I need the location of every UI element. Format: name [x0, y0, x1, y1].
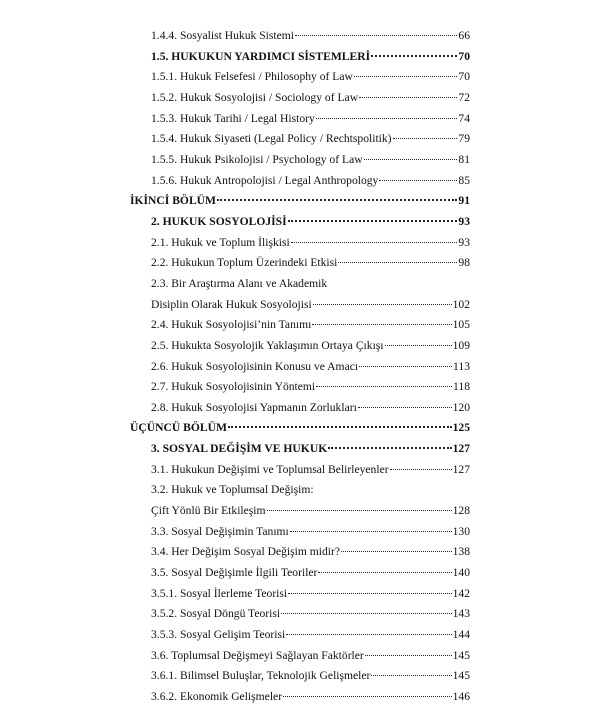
toc-page-number: 144	[452, 628, 470, 642]
toc-page-number: 105	[452, 318, 470, 332]
dot-leader	[359, 97, 457, 98]
toc-entry-title: 2.6. Hukuk Sosyolojisinin Konusu ve Amacı	[151, 359, 359, 373]
toc-entry-title: 1.5.1. Hukuk Felsefesi / Philosophy of Law	[151, 70, 353, 84]
toc-page-number: 125	[452, 421, 470, 435]
toc-entry	[130, 666, 470, 687]
toc-entry	[130, 584, 470, 605]
toc-entry-title: 2.2. Hukukun Toplum Üzerindeki Etkisi	[151, 256, 338, 270]
toc-entry	[130, 398, 470, 419]
toc-page-number: 102	[452, 297, 470, 311]
toc-entry	[130, 67, 470, 88]
dot-leader	[286, 634, 451, 635]
toc-entry	[130, 377, 470, 398]
toc-entry-title: 3.5.1. Sosyal İlerleme Teorisi	[151, 586, 288, 600]
dot-leader	[371, 55, 457, 57]
toc-entry-title: 1.5.2. Hukuk Sosyolojisi / Sociology of Law	[151, 90, 359, 104]
toc-entry-title: Çift Yönlü Bir Etkileşim	[151, 504, 266, 518]
toc-page-number: 130	[452, 524, 470, 538]
toc-entry-title: 2. HUKUK SOSYOLOJİSİ	[151, 214, 287, 228]
toc-entry	[130, 253, 470, 274]
toc-entry-title: 3. SOSYAL DEĞİŞİM VE HUKUK	[151, 442, 328, 456]
dot-leader	[358, 407, 452, 408]
toc-page-number: 145	[452, 669, 470, 683]
dot-leader	[290, 531, 452, 532]
toc-page-number: 143	[452, 607, 470, 621]
toc-page-number: 93	[458, 235, 470, 249]
toc-page-number: 70	[458, 70, 470, 84]
toc-page-number: 85	[458, 173, 470, 187]
toc-entry	[130, 129, 470, 150]
toc-entry-title: 1.5.3. Hukuk Tarihi / Legal History	[151, 111, 315, 125]
dot-leader	[313, 304, 452, 305]
dot-leader	[354, 76, 457, 77]
toc-entry-title: 1.5.6. Hukuk Antropolojisi / Legal Anthropology	[151, 173, 379, 187]
toc-entry	[130, 563, 470, 584]
toc-entry	[130, 460, 470, 481]
toc-entry	[130, 274, 470, 295]
toc-page-number: 118	[453, 380, 470, 394]
toc-chapter-entry	[130, 212, 470, 233]
toc-entry-title: 3.3. Sosyal Değişimin Tanımı	[151, 524, 289, 538]
toc-chapter-entry	[130, 47, 470, 68]
dot-leader	[316, 386, 452, 387]
toc-entry-title: 3.6. Toplumsal Değişmeyi Sağlayan Faktörler	[151, 648, 364, 662]
toc-page-number: 142	[452, 586, 470, 600]
dot-leader	[281, 613, 452, 614]
toc-entry	[130, 687, 470, 708]
toc-page-number: 127	[452, 442, 470, 456]
toc-entry	[130, 542, 470, 563]
dot-leader	[316, 118, 458, 119]
toc-page-number: 98	[458, 256, 470, 270]
toc-entry	[130, 604, 470, 625]
table-of-contents	[130, 26, 470, 708]
dot-leader	[288, 220, 458, 222]
toc-page-number: 140	[452, 566, 470, 580]
toc-page-number: 146	[452, 690, 470, 703]
dot-leader	[379, 180, 457, 181]
toc-part-heading	[130, 418, 470, 439]
dot-leader	[267, 510, 452, 511]
toc-chapter-entry	[130, 439, 470, 460]
toc-entry-title: 1.4.4. Sosyalist Hukuk Sistemi	[151, 29, 295, 42]
toc-page-number: 127	[452, 462, 470, 476]
toc-entry	[130, 88, 470, 109]
toc-page-number: 145	[452, 648, 470, 662]
dot-leader	[318, 572, 451, 573]
toc-entry-title: 3.5.2. Sosyal Döngü Teorisi	[151, 607, 281, 621]
toc-entry	[130, 646, 470, 667]
dot-leader	[228, 426, 452, 428]
toc-entry	[130, 501, 470, 522]
toc-page-number: 72	[458, 90, 470, 104]
toc-entry	[130, 336, 470, 357]
dot-leader	[341, 551, 452, 552]
toc-entry-title: 3.1. Hukukun Değişimi ve Toplumsal Belirleyenler	[151, 462, 389, 476]
dot-leader	[217, 199, 457, 201]
toc-entry-title: 3.5. Sosyal Değişimle İlgili Teoriler	[151, 566, 318, 580]
toc-page-number: 66	[458, 29, 470, 42]
toc-entry	[130, 295, 470, 316]
toc-entry-title: 1.5. HUKUKUN YARDIMCI SİSTEMLERİ	[151, 49, 371, 63]
toc-entry	[130, 480, 470, 501]
toc-entry-title: 2.1. Hukuk ve Toplum İlişkisi	[151, 235, 290, 249]
toc-page-number: 70	[458, 49, 470, 63]
dot-leader	[283, 696, 452, 697]
toc-entry-title: 3.4. Her Değişim Sosyal Değişim midir?	[151, 545, 341, 559]
toc-entry-title: 2.8. Hukuk Sosyolojisi Yapmanın Zorlukları	[151, 400, 357, 414]
toc-page-number: 81	[458, 152, 470, 166]
dot-leader	[390, 469, 452, 470]
dot-leader	[291, 242, 458, 243]
toc-entry	[130, 357, 470, 378]
toc-entry-title: 2.5. Hukukta Sosyolojik Yaklaşımın Ortaya Çıkışı	[151, 338, 384, 352]
toc-entry	[130, 26, 470, 47]
dot-leader	[365, 655, 452, 656]
toc-page-number: 138	[452, 545, 470, 559]
toc-entry-title: 2.3. Bir Araştırma Alanı ve Akademik	[151, 276, 328, 290]
toc-page-number: 74	[458, 111, 470, 125]
dot-leader	[328, 447, 451, 449]
toc-entry	[130, 171, 470, 192]
toc-entry	[130, 233, 470, 254]
toc-page-number: 109	[452, 338, 470, 352]
toc-page-number: 91	[458, 194, 470, 208]
toc-entry-title: 2.7. Hukuk Sosyolojisinin Yöntemi	[151, 380, 316, 394]
toc-page-number: 93	[458, 214, 470, 228]
toc-page-number: 113	[453, 359, 470, 373]
toc-entry	[130, 315, 470, 336]
toc-entry-title: 2.4. Hukuk Sosyolojisi’nin Tanımı	[151, 318, 312, 332]
dot-leader	[295, 35, 457, 36]
dot-leader	[385, 345, 452, 346]
toc-entry	[130, 522, 470, 543]
dot-leader	[364, 159, 458, 160]
dot-leader	[338, 262, 457, 263]
dot-leader	[359, 366, 452, 367]
toc-part-heading	[130, 191, 470, 212]
dot-leader	[393, 138, 458, 139]
toc-entry-title: İKİNCİ BÖLÜM	[130, 194, 216, 208]
toc-entry-title: 1.5.4. Hukuk Siyaseti (Legal Policy / Rechtspolitik)	[151, 132, 392, 146]
toc-entry-title: ÜÇÜNCÜ BÖLÜM	[130, 421, 227, 435]
dot-leader	[312, 324, 451, 325]
toc-entry	[130, 109, 470, 130]
toc-entry-title: Disiplin Olarak Hukuk Sosyolojisi	[151, 297, 312, 311]
toc-page-number: 79	[458, 132, 470, 146]
toc-entry	[130, 150, 470, 171]
toc-entry-title: 1.5.5. Hukuk Psikolojisi / Psychology of Law	[151, 152, 363, 166]
toc-entry	[130, 625, 470, 646]
toc-entry-title: 3.5.3. Sosyal Gelişim Teorisi	[151, 628, 286, 642]
toc-page-number: 128	[452, 504, 470, 518]
toc-entry-title: 3.6.1. Bilimsel Buluşlar, Teknolojik Gelişmeler	[151, 669, 371, 683]
dot-leader	[288, 593, 451, 594]
dot-leader	[371, 675, 451, 676]
toc-page-number: 120	[452, 400, 470, 414]
toc-entry-title: 3.6.2. Ekonomik Gelişmeler	[151, 690, 283, 703]
toc-entry-title: 3.2. Hukuk ve Toplumsal Değişim:	[151, 483, 314, 497]
